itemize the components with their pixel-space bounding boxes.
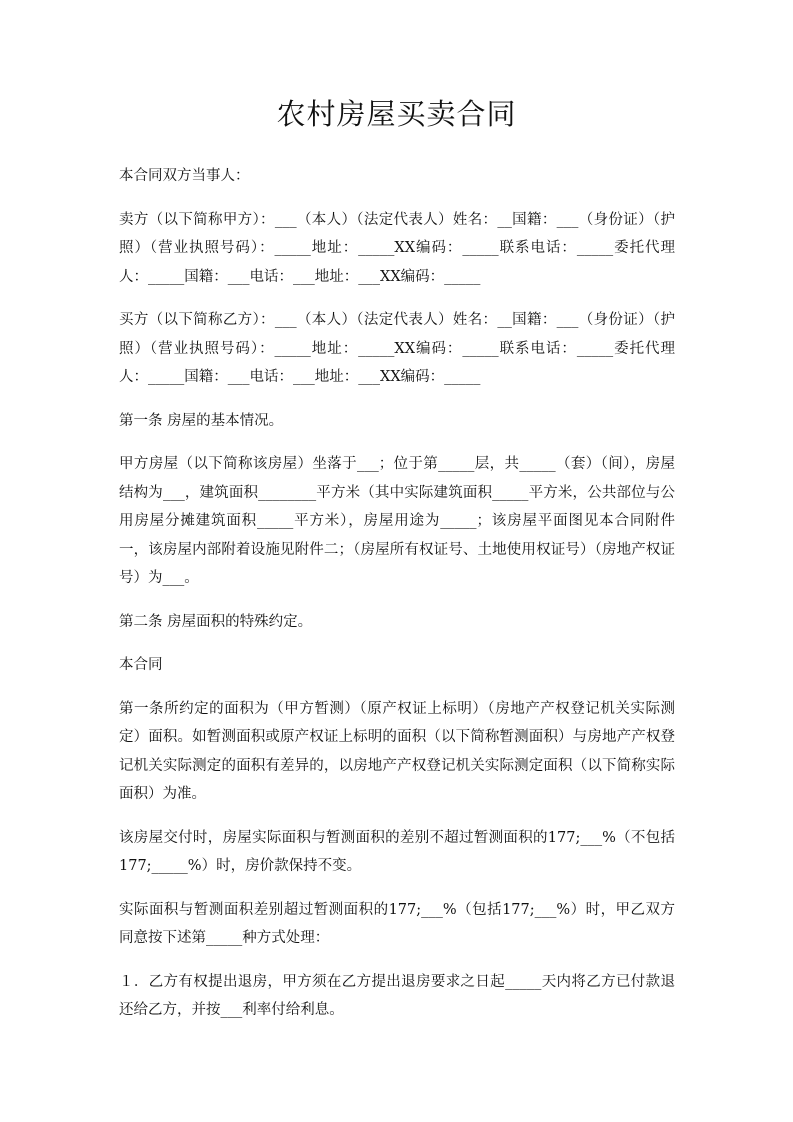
paragraph-contract: 本合同	[119, 657, 163, 673]
paragraph-buyer: 买方（以下简称乙方）：___（本人）（法定代表人）姓名：__国籍：___（身份证）（护照）（营业执照号码）：_____地址：_____XX编码：_____联系电话：_____委托代理人：_____国籍：___电话：___地址：___XX编码：_____	[119, 312, 675, 385]
paragraph-area-excess: 实际面积与暂测面积差别超过暂测面积的177;___%（包括177;___%）时，甲乙双方同意按下述第_____种方式处理：	[119, 901, 675, 946]
paragraph-parties-intro: 本合同双方当事人：	[119, 168, 250, 184]
paragraph-seller: 卖方（以下简称甲方）：___（本人）（法定代表人）姓名：__国籍：___（身份证）（护照）（营业执照号码）：_____地址：_____XX编码：_____联系电话：_____委托代理人：_____国籍：___电话：___地址：___XX编码：_____	[119, 211, 675, 285]
paragraph-option-1: １．乙方有权提出退房，甲方须在乙方提出退房要求之日起_____天内将乙方已付款退还给乙方，并按___利率付给利息。	[119, 973, 675, 1018]
paragraph-area-tolerance: 该房屋交付时，房屋实际面积与暂测面积的差别不超过暂测面积的177;___%（不包括177;_____%）时，房价款保持不变。	[119, 829, 675, 874]
heading-article-2: 第二条 房屋面积的特殊约定。	[119, 613, 313, 630]
document-body	[119, 162, 675, 1040]
paragraph-area-definition: 第一条所约定的面积为（甲方暂测）（原产权证上标明）（房地产产权登记机关实际测定）面积。如暂测面积或原产权证上标明的面积（以下简称暂测面积）与房地产产权登记机关实际测定的面积有差异的，以房地产产权登记机关实际测定面积（以下简称实际面积）为准。	[119, 700, 675, 802]
document-title: 农村房屋买卖合同	[276, 97, 517, 131]
paragraph-house-details: 甲方房屋（以下简称该房屋）坐落于___；位于第_____层，共_____（套）（间），房屋结构为___，建筑面积________平方米（其中实际建筑面积_____平方米，公共部位与公用房屋分摊建筑面积_____平方米），房屋用途为_____；该房屋平面图见本合同附件一，该房屋内部附着设施见附件二；（房屋所有权证号、土地使用权证号）（房地产权证号）为___。	[119, 456, 675, 586]
heading-article-1: 第一条 房屋的基本情况。	[119, 412, 284, 429]
